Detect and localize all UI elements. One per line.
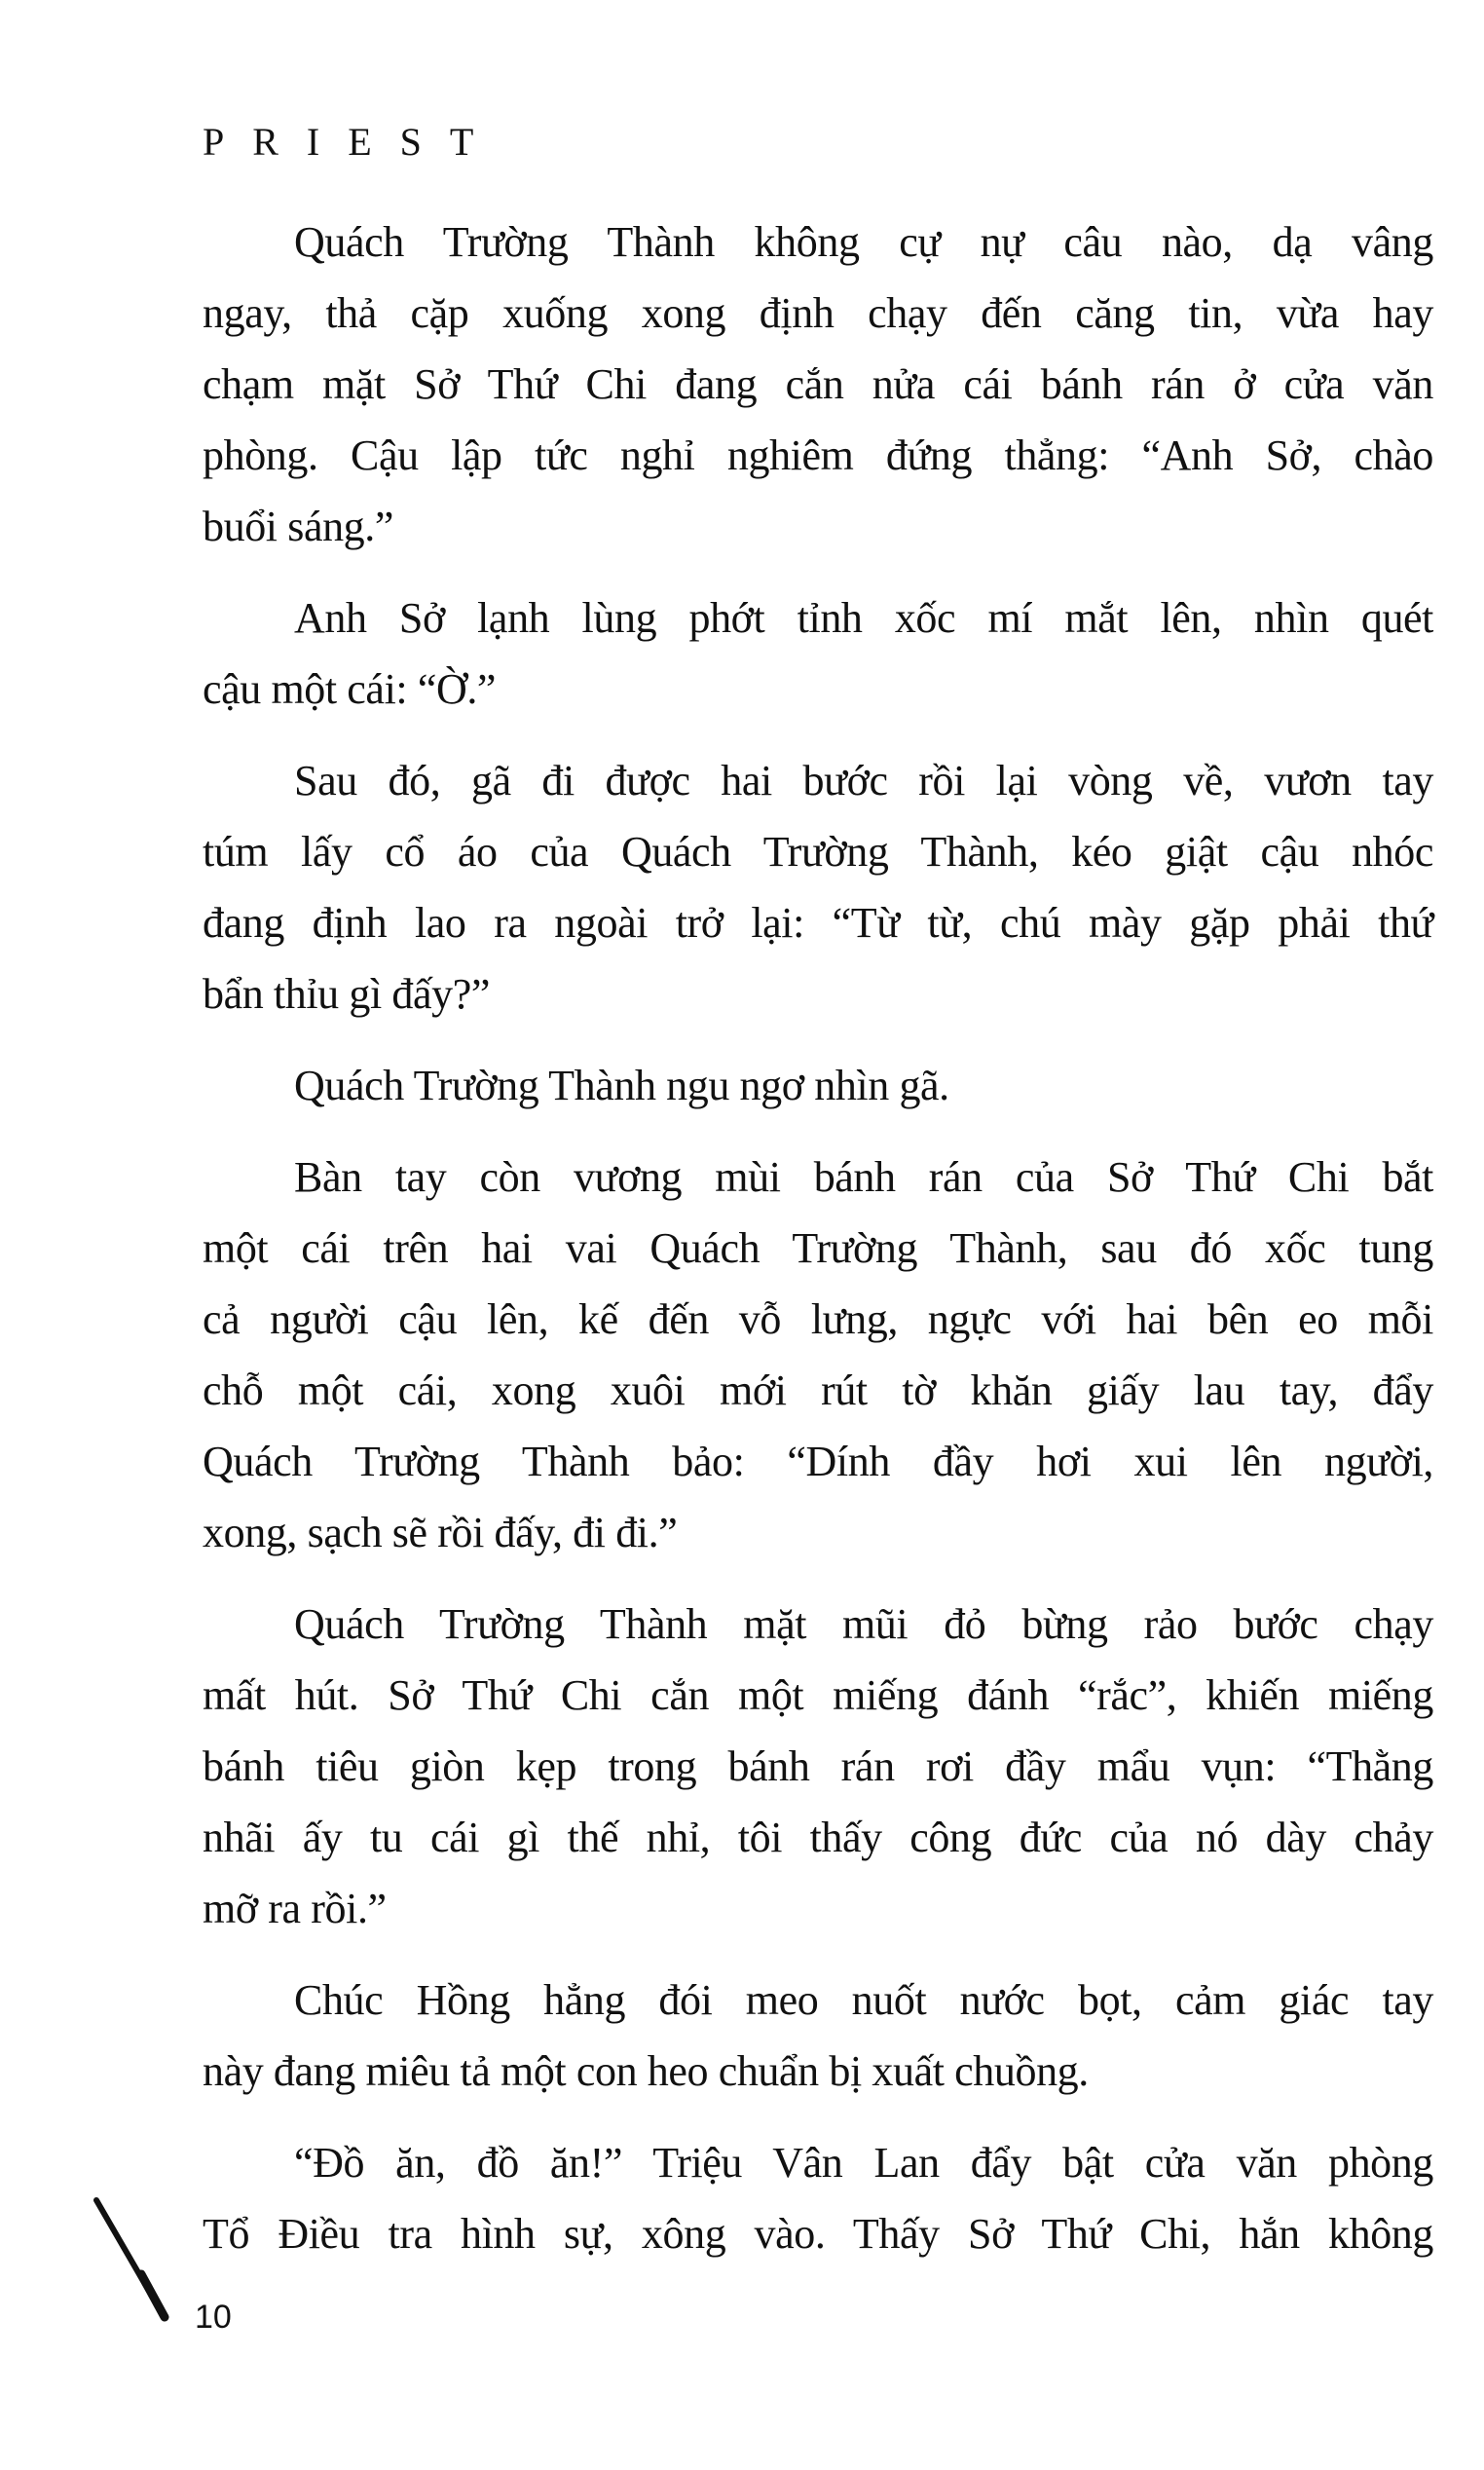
- text-line: túm lấy cổ áo của Quách Trường Thành, kéo giật cậu nhóc: [203, 828, 1433, 876]
- text-line: cả người cậu lên, kế đến vỗ lưng, ngực với hai bên eo mỗi: [203, 1295, 1433, 1343]
- text-line: Sau đó, gã đi được hai bước rồi lại vòng về, vươn tay: [294, 757, 1433, 805]
- text-line: Quách Trường Thành mặt mũi đỏ bừng rảo bước chạy: [294, 1600, 1433, 1648]
- text-line: cậu một cái: “Ờ.”: [203, 665, 497, 713]
- text-line: xong, sạch sẽ rồi đấy, đi đi.”: [203, 1509, 678, 1556]
- running-header: PRIEST: [203, 120, 502, 164]
- page-number: 10: [195, 2299, 232, 2336]
- text-line: bánh tiêu giòn kẹp trong bánh rán rơi đầy mẩu vụn: “Thằng: [203, 1742, 1433, 1790]
- text-line: Anh Sở lạnh lùng phớt tỉnh xốc mí mắt lên, nhìn quét: [294, 594, 1433, 642]
- paragraph: [203, 1050, 1433, 1121]
- text-line: Bàn tay còn vương mùi bánh rán của Sở Thứ Chi bắt: [294, 1153, 1433, 1201]
- paragraph: [203, 1141, 1433, 1568]
- text-line: ngay, thả cặp xuống xong định chạy đến căng tin, vừa hay: [203, 289, 1433, 337]
- text-line: Quách Trường Thành ngu ngơ nhìn gã.: [294, 1062, 949, 1109]
- pen-scratch-mark: [93, 2196, 180, 2323]
- body-text: [203, 206, 1433, 2269]
- text-line: một cái trên hai vai Quách Trường Thành, sau đó xốc tung: [203, 1224, 1433, 1272]
- text-line: mất hút. Sở Thứ Chi cắn một miếng đánh “rắc”, khiến miếng: [203, 1671, 1433, 1719]
- text-line: mỡ ra rồi.”: [203, 1885, 387, 1932]
- text-line: Tổ Điều tra hình sự, xông vào. Thấy Sở Thứ Chi, hắn không: [203, 2210, 1433, 2258]
- text-line: nhãi ấy tu cái gì thế nhỉ, tôi thấy công đức của nó dày chảy: [203, 1814, 1433, 1861]
- text-line: này đang miêu tả một con heo chuẩn bị xuất chuồng.: [203, 2047, 1089, 2095]
- text-line: buổi sáng.”: [203, 503, 394, 550]
- paragraph: [203, 1965, 1433, 2107]
- paragraph: [203, 1589, 1433, 1944]
- text-line: chạm mặt Sở Thứ Chi đang cắn nửa cái bánh rán ở cửa văn: [203, 360, 1433, 408]
- paragraph: [203, 745, 1433, 1029]
- paragraph: [203, 582, 1433, 725]
- text-line: đang định lao ra ngoài trở lại: “Từ từ, chú mày gặp phải thứ: [203, 899, 1433, 947]
- text-line: bẩn thỉu gì đấy?”: [203, 970, 490, 1018]
- paragraph: [203, 2127, 1433, 2269]
- text-line: “Đồ ăn, đồ ăn!” Triệu Vân Lan đẩy bật cửa văn phòng: [294, 2139, 1433, 2187]
- text-line: Quách Trường Thành không cự nự câu nào, dạ vâng: [294, 218, 1433, 266]
- text-line: Chúc Hồng hẳng đói meo nuốt nước bọt, cảm giác tay: [294, 1976, 1433, 2024]
- text-line: chỗ một cái, xong xuôi mới rút tờ khăn giấy lau tay, đẩy: [203, 1366, 1433, 1414]
- paragraph: [203, 206, 1433, 562]
- text-line: phòng. Cậu lập tức nghỉ nghiêm đứng thẳng: “Anh Sở, chào: [203, 431, 1433, 479]
- text-line: Quách Trường Thành bảo: “Dính đầy hơi xui lên người,: [203, 1438, 1433, 1485]
